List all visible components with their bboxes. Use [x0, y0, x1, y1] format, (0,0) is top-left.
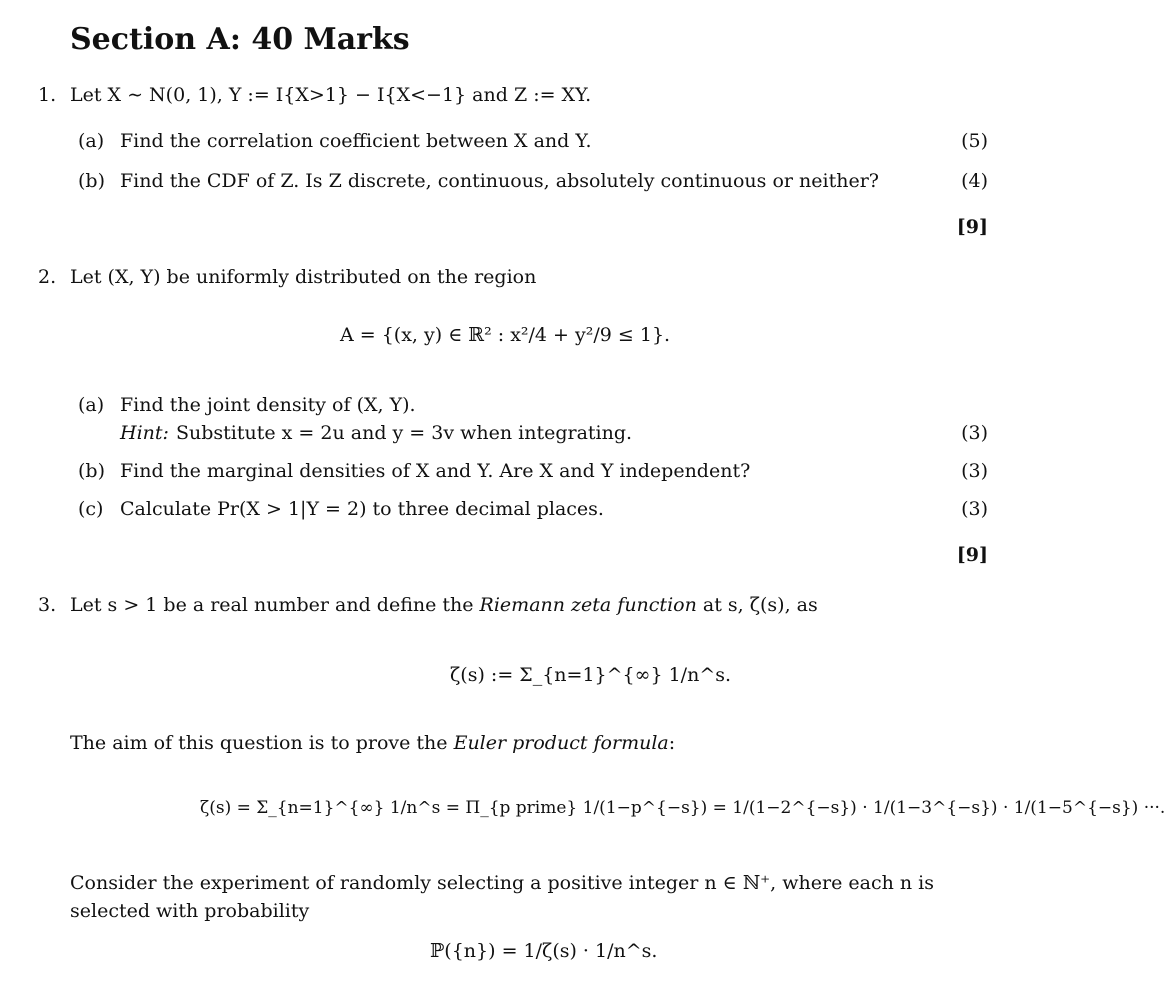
q1b-text: Find the CDF of Z. Is Z discrete, continuous, absolutely continuous or neither? [120, 170, 879, 192]
q3-consider-line-2: selected with probability [70, 900, 310, 922]
q1b-marks: (4) [961, 170, 988, 192]
q1a-label: (a) [78, 130, 105, 152]
q1a-marks: (5) [961, 130, 988, 152]
q1-total-marks: [9] [956, 216, 988, 238]
region-equation: A = {(x, y) ∈ ℝ² : x²/4 + y²/9 ≤ 1}. [340, 324, 671, 346]
q3-aim-part-2: : [668, 732, 676, 754]
q3-aim-emphasis: Euler product formula [453, 732, 669, 754]
q2c-label: (c) [78, 498, 104, 520]
q3-aim [70, 732, 675, 755]
q2a-text: Find the joint density of (X, Y). [120, 394, 416, 416]
section-title: Section A: 40 Marks [70, 22, 410, 57]
q3-stem-emphasis: Riemann zeta function [479, 594, 697, 616]
q3-stem-part-2: at s, ζ(s), as [702, 594, 818, 616]
question-2-number: 2. [38, 266, 57, 288]
question-1-stem: Let X ∼ N(0, 1), Y := I{X>1} − I{X<−1} and Z := XY. [70, 84, 592, 106]
q2c-text: Calculate Pr(X > 1|Y = 2) to three decimal places. [120, 498, 604, 520]
q3-stem-part-1: Let s > 1 be a real number and define the [70, 594, 474, 616]
q2a-hint: Substitute x = 2u and y = 3v when integrating. [176, 422, 633, 444]
euler-product-formula: ζ(s) = Σ_{n=1}^{∞} 1/n^s = Π_{p prime} 1/(1−p^{−s}) = 1/(1−2^{−s}) · 1/(1−3^{−s}) · 1/(1−5^{−s}) ···. [200, 798, 1165, 818]
question-2-stem: Let (X, Y) be uniformly distributed on the region [70, 266, 537, 288]
q3-aim-part-1: The aim of this question is to prove the [70, 732, 448, 754]
question-3-stem [70, 594, 818, 617]
probability-formula: ℙ({n}) = 1/ζ(s) · 1/n^s. [430, 940, 658, 962]
zeta-definition: ζ(s) := Σ_{n=1}^{∞} 1/n^s. [450, 664, 732, 686]
q3-consider-line-1: Consider the experiment of randomly selecting a positive integer n ∈ ℕ⁺, where each n is [70, 872, 934, 894]
q2-total-marks: [9] [956, 544, 988, 566]
q2a-label: (a) [78, 394, 105, 416]
q1b-label: (b) [78, 170, 105, 192]
q2a-hint-label: Hint: [120, 422, 169, 444]
q1a-text: Find the correlation coefficient between X and Y. [120, 130, 592, 152]
q2a-marks: (3) [961, 422, 988, 444]
question-3-number: 3. [38, 594, 57, 616]
question-1-number: 1. [38, 84, 57, 106]
q2b-marks: (3) [961, 460, 988, 482]
q2b-text: Find the marginal densities of X and Y. Are X and Y independent? [120, 460, 751, 482]
q2c-marks: (3) [961, 498, 988, 520]
q2b-label: (b) [78, 460, 105, 482]
